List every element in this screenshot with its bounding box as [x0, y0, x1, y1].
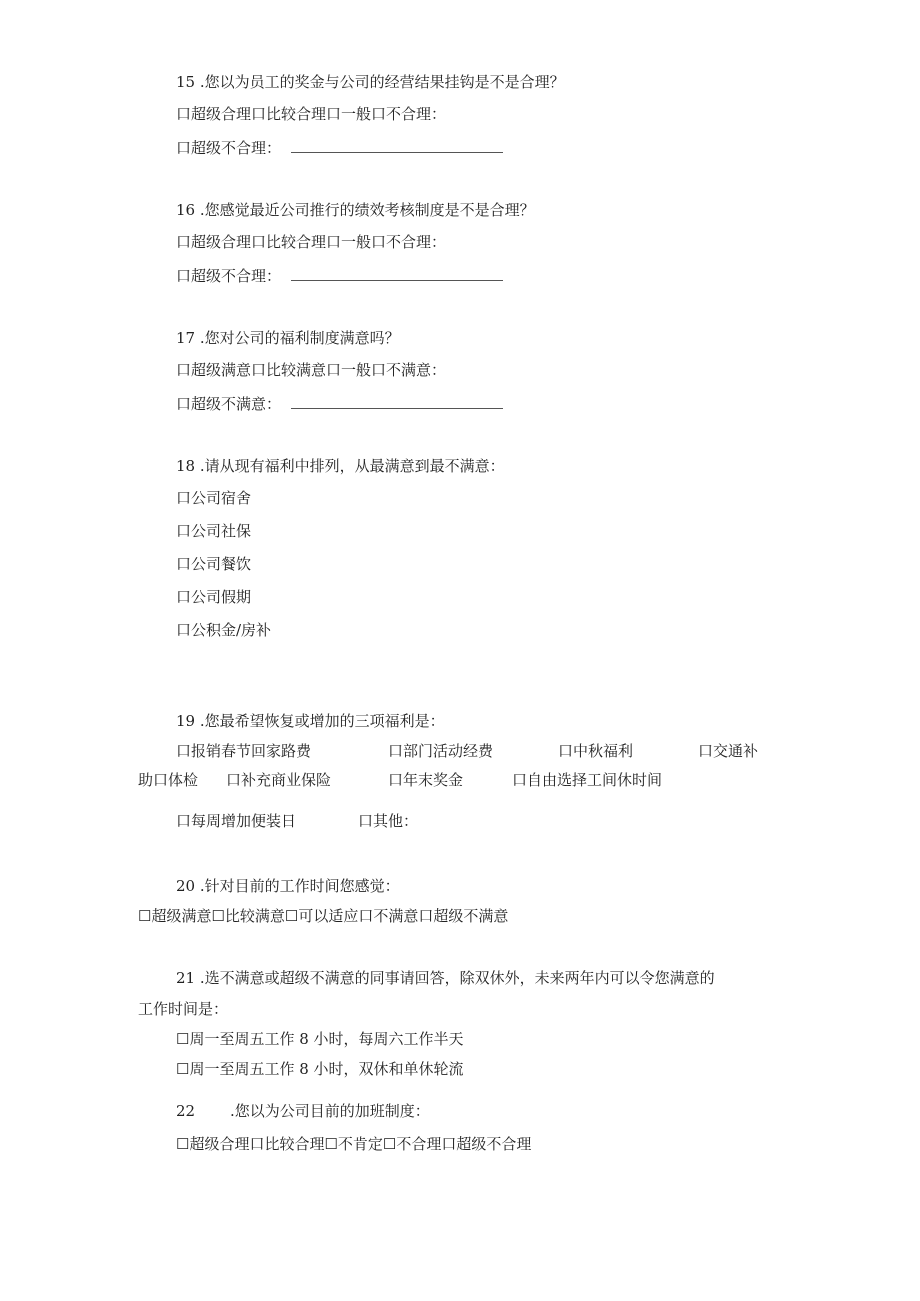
q19-option-year-end-bonus[interactable]: 口年末奖金 — [388, 771, 464, 789]
q16-option-very-unreasonable[interactable]: 口超级不合理： — [176, 267, 282, 285]
q19-option-department-activity[interactable]: 口部门活动经费 — [388, 742, 494, 760]
q17-options-line2 — [176, 394, 503, 414]
q15-options-line2 — [176, 138, 503, 158]
q21-question-line1: 21 .选不满意或超级不满意的同事请回答，除双休外，未来两年内可以令您满意的 — [176, 969, 715, 987]
q18-item-holidays[interactable]: 口公司假期 — [176, 588, 252, 606]
q15-options-line1[interactable]: 口超级合理口比较合理口一般口不合理： — [176, 105, 447, 123]
q19-option-mid-autumn[interactable]: 口中秋福利 — [558, 742, 634, 760]
q19-option-flexible-break[interactable]: 口自由选择工间休时间 — [512, 771, 663, 789]
q21-option-saturday-half-day[interactable]: ☐周一至周五工作 8 小时，每周六工作半天 — [176, 1030, 464, 1048]
q17-option-very-unsatisfied[interactable]: 口超级不满意： — [176, 395, 282, 413]
q19-option-casual-day[interactable]: 口每周增加便装日 — [176, 812, 297, 830]
q19-option-health-check[interactable]: 助口体检 — [138, 771, 199, 789]
q22-number: 22 — [176, 1102, 196, 1120]
q21-option-alternating-weekends[interactable]: ☐周一至周五工作 8 小时，双休和单休轮流 — [176, 1060, 464, 1078]
q19-option-commercial-insurance[interactable]: 口补充商业保险 — [226, 771, 332, 789]
q22-options[interactable]: ☐超级合理口比较合理☐不肯定☐不合理口超级不合理 — [176, 1135, 532, 1153]
q19-option-transport-subsidy[interactable]: 口交通补 — [698, 742, 759, 760]
q16-options-line2 — [176, 266, 503, 286]
q15-question: 15 .您以为员工的奖金与公司的经营结果挂钩是不是合理？ — [176, 73, 565, 91]
q16-fill-blank[interactable] — [291, 266, 503, 281]
q19-question: 19 .您最希望恢复或增加的三项福利是： — [176, 712, 445, 730]
q15-option-very-unreasonable[interactable]: 口超级不合理： — [176, 139, 282, 157]
q22-question: .您以为公司目前的加班制度： — [230, 1102, 430, 1120]
q17-options-line1[interactable]: 口超级满意口比较满意口一般口不满意： — [176, 361, 447, 379]
q18-item-social-security[interactable]: 口公司社保 — [176, 522, 252, 540]
q16-question: 16 .您感觉最近公司推行的绩效考核制度是不是合理？ — [176, 201, 535, 219]
q18-item-dormitory[interactable]: 口公司宿舍 — [176, 489, 252, 507]
q17-fill-blank[interactable] — [291, 394, 503, 409]
q16-options-line1[interactable]: 口超级合理口比较合理口一般口不合理： — [176, 233, 447, 251]
q15-fill-blank[interactable] — [291, 138, 503, 153]
q17-question: 17 .您对公司的福利制度满意吗？ — [176, 329, 400, 347]
q21-question-line2: 工作时间是： — [138, 1000, 229, 1018]
q20-options[interactable]: ☐超级满意☐比较满意☐可以适应口不满意口超级不满意 — [138, 907, 509, 925]
q19-option-travel-reimbursement[interactable]: 口报销春节回家路费 — [176, 742, 312, 760]
q18-question: 18 .请从现有福利中排列，从最满意到最不满意： — [176, 457, 505, 475]
q19-option-other[interactable]: 口其他： — [358, 812, 419, 830]
q18-item-catering[interactable]: 口公司餐饮 — [176, 555, 252, 573]
q18-item-housing-fund[interactable]: 口公积金/房补 — [176, 621, 272, 639]
q20-question: 20 .针对目前的工作时间您感觉： — [176, 877, 400, 895]
